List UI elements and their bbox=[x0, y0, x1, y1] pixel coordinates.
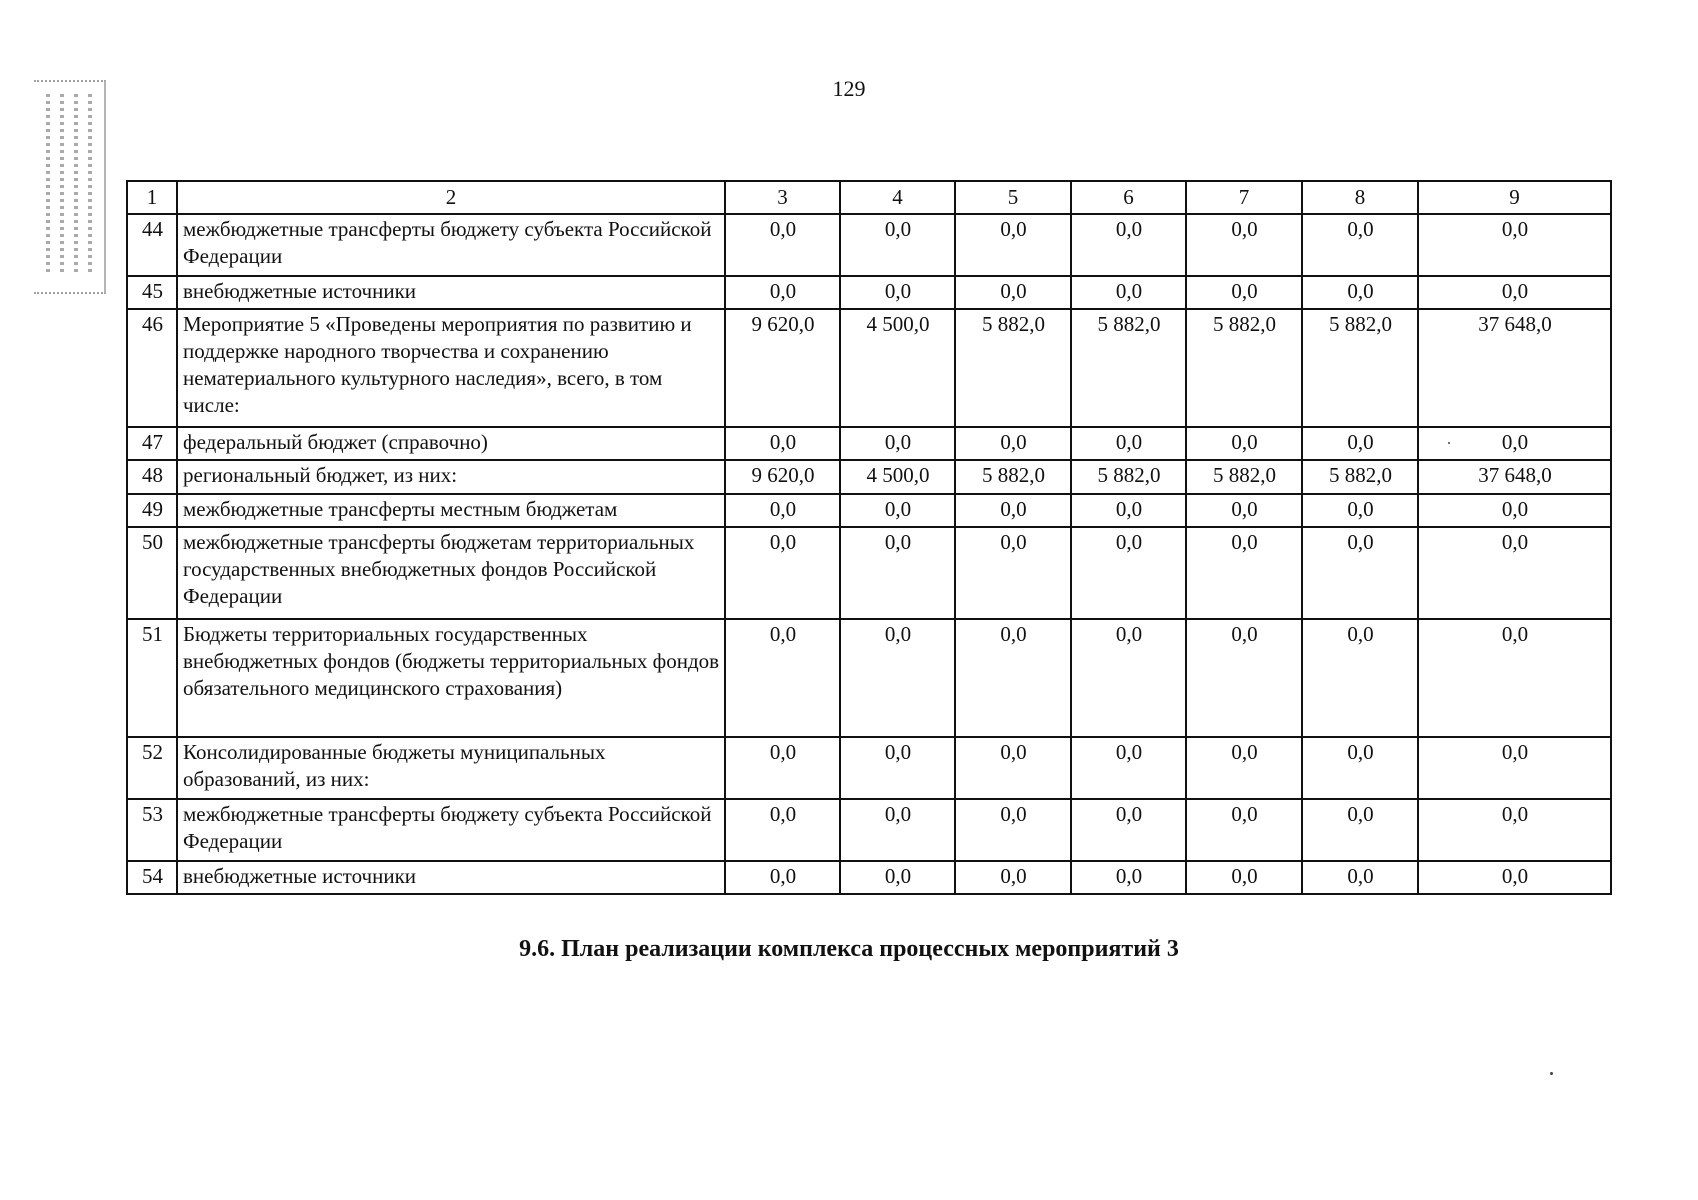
row-value: 0,0 bbox=[725, 737, 840, 799]
row-value: 4 500,0 bbox=[840, 309, 955, 427]
row-value: 37 648,0 bbox=[1418, 309, 1611, 427]
row-name: Бюджеты территориальных государственных внебюджетных фондов (бюджеты территориальных фондов обязательного медицинского страхования) bbox=[177, 619, 725, 737]
row-value: 0,0 bbox=[725, 427, 840, 460]
row-value: 5 882,0 bbox=[955, 309, 1071, 427]
row-value: 0,0 bbox=[1302, 527, 1418, 619]
row-value: 0,0 bbox=[955, 527, 1071, 619]
row-number: 52 bbox=[127, 737, 177, 799]
row-name: межбюджетные трансферты бюджету субъекта Российской Федерации bbox=[177, 799, 725, 861]
row-value: 0,0 bbox=[840, 619, 955, 737]
scan-speck bbox=[1448, 442, 1450, 444]
row-value: 0,0 bbox=[1418, 427, 1611, 460]
column-header: 3 bbox=[725, 181, 840, 214]
row-value: 0,0 bbox=[1186, 799, 1302, 861]
row-number: 46 bbox=[127, 309, 177, 427]
table-row bbox=[127, 214, 1611, 276]
row-value: 0,0 bbox=[1302, 276, 1418, 309]
row-value: 0,0 bbox=[725, 214, 840, 276]
column-header: 6 bbox=[1071, 181, 1186, 214]
row-value: 9 620,0 bbox=[725, 309, 840, 427]
table-row bbox=[127, 494, 1611, 527]
row-value: 0,0 bbox=[840, 861, 955, 894]
row-number: 53 bbox=[127, 799, 177, 861]
row-number: 47 bbox=[127, 427, 177, 460]
row-name: внебюджетные источники bbox=[177, 276, 725, 309]
row-number: 45 bbox=[127, 276, 177, 309]
row-value: 0,0 bbox=[1302, 214, 1418, 276]
row-value: 0,0 bbox=[1302, 861, 1418, 894]
row-value: 0,0 bbox=[725, 799, 840, 861]
row-value: 0,0 bbox=[1302, 427, 1418, 460]
row-value: 0,0 bbox=[955, 427, 1071, 460]
row-value: 0,0 bbox=[1418, 527, 1611, 619]
column-header: 4 bbox=[840, 181, 955, 214]
row-value: 9 620,0 bbox=[725, 460, 840, 494]
row-value: 0,0 bbox=[1186, 527, 1302, 619]
scan-speck bbox=[1550, 1072, 1553, 1075]
column-header: 9 bbox=[1418, 181, 1611, 214]
row-value: 0,0 bbox=[1071, 214, 1186, 276]
row-value: 0,0 bbox=[725, 619, 840, 737]
row-value: 0,0 bbox=[955, 737, 1071, 799]
table-row bbox=[127, 737, 1611, 799]
margin-stamp bbox=[34, 80, 106, 294]
row-value: 0,0 bbox=[725, 527, 840, 619]
row-value: 0,0 bbox=[1302, 799, 1418, 861]
row-value: 0,0 bbox=[1071, 799, 1186, 861]
column-header: 2 bbox=[177, 181, 725, 214]
page-number: 129 bbox=[832, 76, 866, 101]
table-row bbox=[127, 309, 1611, 427]
row-value: 0,0 bbox=[725, 861, 840, 894]
column-header: 8 bbox=[1302, 181, 1418, 214]
row-number: 50 bbox=[127, 527, 177, 619]
row-value: 0,0 bbox=[1418, 619, 1611, 737]
row-value: 0,0 bbox=[1071, 527, 1186, 619]
row-value: 0,0 bbox=[1186, 427, 1302, 460]
row-value: 0,0 bbox=[725, 276, 840, 309]
row-value: 0,0 bbox=[1186, 619, 1302, 737]
row-value: 0,0 bbox=[840, 527, 955, 619]
row-value: 4 500,0 bbox=[840, 460, 955, 494]
row-value: 5 882,0 bbox=[1186, 460, 1302, 494]
row-value: 0,0 bbox=[955, 619, 1071, 737]
row-value: 0,0 bbox=[840, 737, 955, 799]
row-name: внебюджетные источники bbox=[177, 861, 725, 894]
row-name: межбюджетные трансферты бюджетам территориальных государственных внебюджетных фондов Российской Федерации bbox=[177, 527, 725, 619]
row-value: 5 882,0 bbox=[1186, 309, 1302, 427]
row-name: межбюджетные трансферты бюджету субъекта Российской Федерации bbox=[177, 214, 725, 276]
row-value: 0,0 bbox=[955, 276, 1071, 309]
row-value: 0,0 bbox=[1071, 737, 1186, 799]
row-number: 51 bbox=[127, 619, 177, 737]
row-name: Мероприятие 5 «Проведены мероприятия по развитию и поддержке народного творчества и сохранению нематериального культурного наследия», всего, в том числе: bbox=[177, 309, 725, 427]
row-name: межбюджетные трансферты местным бюджетам bbox=[177, 494, 725, 527]
row-value: 0,0 bbox=[955, 799, 1071, 861]
table-row bbox=[127, 276, 1611, 309]
row-value: 0,0 bbox=[1418, 276, 1611, 309]
row-name: региональный бюджет, из них: bbox=[177, 460, 725, 494]
row-value: 0,0 bbox=[725, 494, 840, 527]
row-value: 37 648,0 bbox=[1418, 460, 1611, 494]
table-row bbox=[127, 861, 1611, 894]
row-value: 0,0 bbox=[1186, 494, 1302, 527]
row-value: 0,0 bbox=[1418, 799, 1611, 861]
row-value: 0,0 bbox=[840, 427, 955, 460]
table-row bbox=[127, 619, 1611, 737]
row-value: 0,0 bbox=[1418, 737, 1611, 799]
table-row bbox=[127, 527, 1611, 619]
section-title: 9.6. План реализации комплекса процессных мероприятий 3 bbox=[519, 936, 1179, 962]
row-value: 0,0 bbox=[1071, 861, 1186, 894]
row-value: 0,0 bbox=[1071, 427, 1186, 460]
row-name: федеральный бюджет (справочно) bbox=[177, 427, 725, 460]
row-name: Консолидированные бюджеты муниципальных образований, из них: bbox=[177, 737, 725, 799]
row-value: 0,0 bbox=[840, 214, 955, 276]
row-value: 5 882,0 bbox=[1071, 309, 1186, 427]
row-value: 5 882,0 bbox=[1302, 309, 1418, 427]
row-value: 0,0 bbox=[1302, 494, 1418, 527]
row-number: 49 bbox=[127, 494, 177, 527]
row-value: 0,0 bbox=[955, 214, 1071, 276]
table-row bbox=[127, 799, 1611, 861]
row-number: 54 bbox=[127, 861, 177, 894]
row-number: 44 bbox=[127, 214, 177, 276]
row-value: 0,0 bbox=[955, 494, 1071, 527]
row-value: 0,0 bbox=[840, 799, 955, 861]
row-value: 0,0 bbox=[840, 494, 955, 527]
row-value: 0,0 bbox=[1186, 276, 1302, 309]
row-value: 5 882,0 bbox=[1071, 460, 1186, 494]
row-value: 0,0 bbox=[1071, 494, 1186, 527]
row-value: 0,0 bbox=[1418, 861, 1611, 894]
column-header: 7 bbox=[1186, 181, 1302, 214]
row-value: 0,0 bbox=[1418, 494, 1611, 527]
row-value: 0,0 bbox=[1418, 214, 1611, 276]
row-value: 0,0 bbox=[1186, 861, 1302, 894]
row-value: 0,0 bbox=[1186, 214, 1302, 276]
row-value: 5 882,0 bbox=[1302, 460, 1418, 494]
budget-table bbox=[126, 180, 1612, 895]
row-value: 0,0 bbox=[1186, 737, 1302, 799]
row-value: 0,0 bbox=[1302, 619, 1418, 737]
row-value: 0,0 bbox=[1071, 619, 1186, 737]
column-header: 1 bbox=[127, 181, 177, 214]
table-row bbox=[127, 460, 1611, 494]
row-value: 0,0 bbox=[840, 276, 955, 309]
row-value: 0,0 bbox=[1302, 737, 1418, 799]
row-value: 0,0 bbox=[955, 861, 1071, 894]
column-header: 5 bbox=[955, 181, 1071, 214]
row-number: 48 bbox=[127, 460, 177, 494]
table-row bbox=[127, 427, 1611, 460]
row-value: 5 882,0 bbox=[955, 460, 1071, 494]
table-header-row bbox=[127, 181, 1611, 214]
row-value: 0,0 bbox=[1071, 276, 1186, 309]
